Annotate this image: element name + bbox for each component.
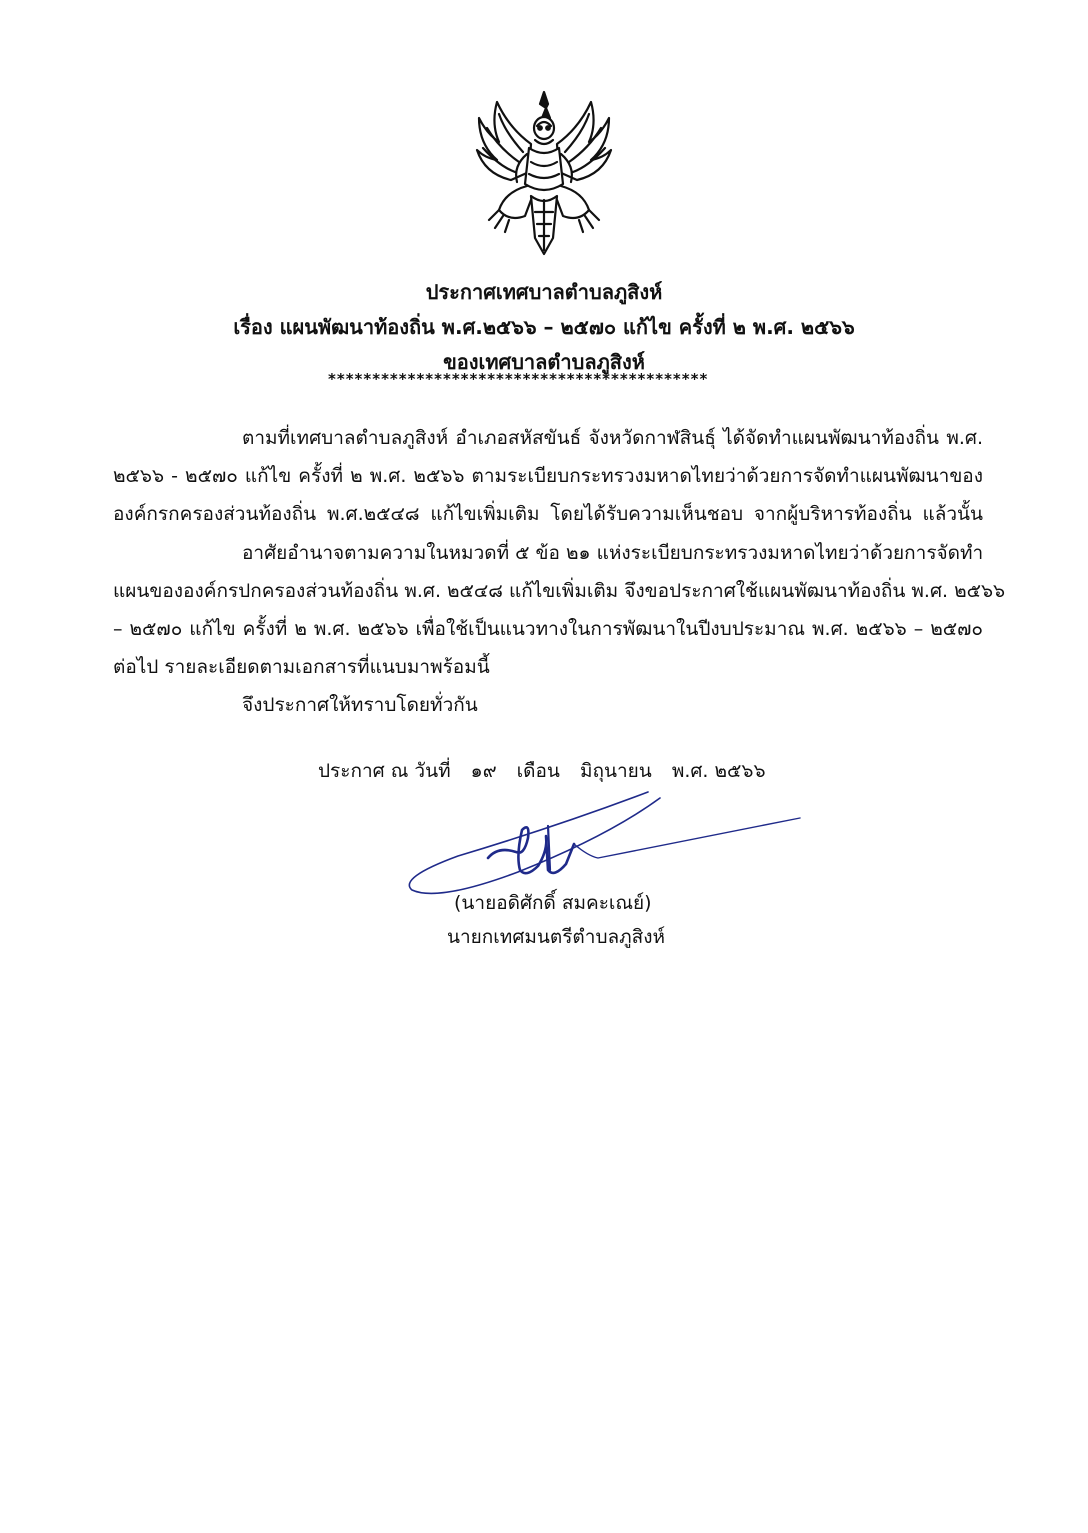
date-year: พ.ศ. ๒๕๖๖ bbox=[671, 760, 766, 782]
paragraph-2-line: ต่อไป รายละเอียดตามเอกสารที่แนบมาพร้อมนี้ bbox=[113, 656, 490, 678]
divider-stars: ******************************************* bbox=[328, 370, 709, 388]
announcement-subject: เรื่อง แผนพัฒนาท้องถิ่น พ.ศ.๒๕๖๖ – ๒๕๗๐ แก้ไข ครั้งที่ ๒ พ.ศ. ๒๕๖๖ bbox=[233, 315, 855, 339]
announcement-title: ประกาศเทศบาลตำบลภูสิงห์ bbox=[425, 280, 663, 304]
paragraph-2-line: แผนขององค์กรปกครองส่วนท้องถิ่น พ.ศ. ๒๕๔๘ แก้ไขเพิ่มเติม จึงขอประกาศใช้แผนพัฒนาท้องถิ่น พ.ศ. ๒๕๖๖ bbox=[113, 580, 1006, 602]
closing-statement: จึงประกาศให้ทราบโดยทั่วกัน bbox=[242, 694, 478, 716]
announcement-date bbox=[318, 756, 780, 786]
date-month-label: เดือน bbox=[516, 760, 560, 782]
paragraph-2 bbox=[113, 534, 1006, 686]
signer-name: (นายอดิศักดิ์ สมคะเณย์) bbox=[454, 892, 652, 914]
signer-position: นายกเทศมนตรีตำบลภูสิงห์ bbox=[447, 926, 666, 948]
paragraph-2-line: อาศัยอำนาจตามความในหมวดที่ ๕ ข้อ ๒๑ แห่งระเบียบกระทรวงมหาดไทยว่าด้วยการจัดทำ bbox=[242, 542, 984, 564]
date-prefix: ประกาศ ณ วันที่ bbox=[318, 760, 451, 782]
paragraph-1 bbox=[113, 419, 983, 533]
paragraph-2-line: – ๒๕๗๐ แก้ไข ครั้งที่ ๒ พ.ศ. ๒๕๖๖ เพื่อใช้เป็นแนวทางในการพัฒนาในปีงบประมาณ พ.ศ. ๒๕๖๖ – ๒๕๗๐ bbox=[113, 618, 983, 640]
date-day: ๑๙ bbox=[470, 760, 497, 782]
date-month: มิถุนายน bbox=[579, 760, 652, 782]
paragraph-1-line: ตามที่เทศบาลตำบลภูสิงห์ อำเภอสหัสขันธ์ จังหวัดกาฬสินธุ์ ได้จัดทำแผนพัฒนาท้องถิ่น พ.ศ. bbox=[242, 427, 983, 449]
paragraph-1-line: องค์กรกครองส่วนท้องถิ่น พ.ศ.๒๕๔๘ แก้ไขเพิ่มเติม โดยได้รับความเห็นชอบ จากผู้บริหารท้องถิ่น แล้วนั้น bbox=[113, 503, 983, 525]
paragraph-1-line: ๒๕๖๖ - ๒๕๗๐ แก้ไข ครั้งที่ ๒ พ.ศ. ๒๕๖๖ ตามระเบียบกระทรวงมหาดไทยว่าด้วยการจัดทำแผนพัฒนาของ bbox=[113, 465, 983, 487]
garuda-emblem bbox=[469, 88, 619, 260]
announcement-issuer: ของเทศบาลตำบลภูสิงห์ bbox=[443, 350, 645, 374]
